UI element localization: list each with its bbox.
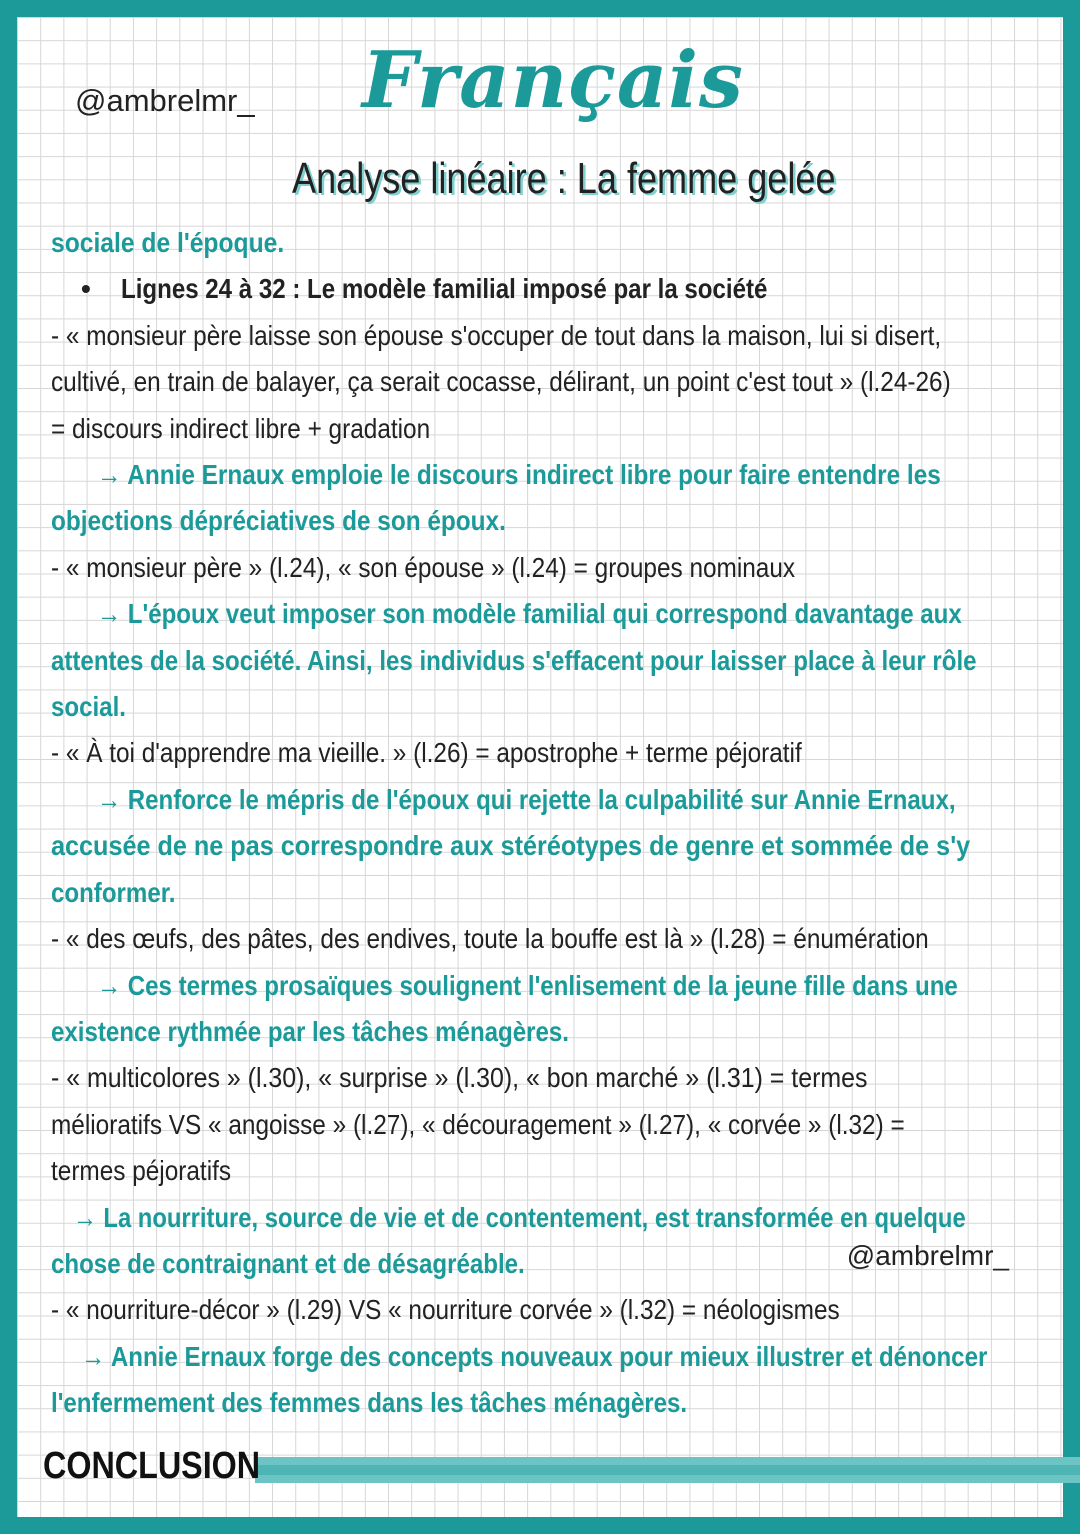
page-subtitle: Analyse linéaire : La femme gelée [292,154,836,203]
comment-line: → Ces termes prosaïques soulignent l'enlisement de la jeune fille dans une [97,969,958,1001]
comment-line: objections dépréciatives de son époux. [51,505,506,537]
text-line: sociale de l'époque. [51,227,285,258]
quote-line: - « monsieur père » (l.24), « son épouse » (l.24) = groupes nominaux [51,551,796,583]
conclusion-underline-stripe [255,1465,1080,1475]
comment-line: → Annie Ernaux emploie le discours indirect libre pour faire entendre les [97,459,941,491]
comment-line: l'enfermement des femmes dans les tâches ménagères. [51,1387,688,1419]
author-signature: @ambrelmr_ [846,1240,1009,1271]
quote-line: - « nourriture-décor » (l.29) VS « nourriture corvée » (l.32) = néologismes [51,1294,840,1326]
author-handle: @ambrelmr_ [75,83,255,118]
quote-line: cultivé, en train de balayer, ça serait cocasse, délirant, un point c'est tout » (l.24-26) [51,366,951,398]
conclusion-underline [255,1457,1080,1483]
bullet-icon: • [81,273,91,305]
comment-line: existence rythmée par les tâches ménagères. [51,1015,570,1047]
quote-line: termes péjoratifs [51,1155,232,1187]
quote-line: = discours indirect libre + gradation [51,412,431,444]
conclusion-heading: CONCLUSION [43,1445,261,1487]
comment-line: conformer. [51,876,176,908]
comment-line: → Annie Ernaux forge des concepts nouveaux pour mieux illustrer et dénoncer [81,1340,988,1372]
comment-line: social. [51,691,126,723]
quote-line: - « À toi d'apprendre ma vieille. » (l.26) = apostrophe + terme péjoratif [51,737,802,769]
comment-line: → La nourriture, source de vie et de contentement, est transformée en quelque [73,1201,966,1233]
comment-line: → Renforce le mépris de l'époux qui rejette la culpabilité sur Annie Ernaux, [97,783,956,815]
section-heading: • Lignes 24 à 32 : Le modèle familial imposé par la société [51,266,1059,312]
quote-line: mélioratifs VS « angoisse » (l.27), « découragement » (l.27), « corvée » (l.32) = [51,1108,905,1140]
comment-line: accusée de ne pas correspondre aux stéréotypes de genre et sommée de s'y [51,830,971,862]
page-title: Français [362,35,744,126]
quote-line: - « monsieur père laisse son épouse s'occuper de tout dans la maison, lui si disert, [51,319,942,351]
comment-line: attentes de la société. Ainsi, les individus s'effacent pour laisser place à leur rôle [51,644,977,676]
comment-line: chose de contraignant et de désagréable. [51,1247,525,1279]
quote-line: - « multicolores » (l.30), « surprise » (l.30), « bon marché » (l.31) = termes [51,1062,868,1094]
quote-line: - « des œufs, des pâtes, des endives, toute la bouffe est là » (l.28) = énumération [51,923,929,955]
comment-line: → L'époux veut imposer son modèle familial qui correspond davantage aux [97,598,962,630]
